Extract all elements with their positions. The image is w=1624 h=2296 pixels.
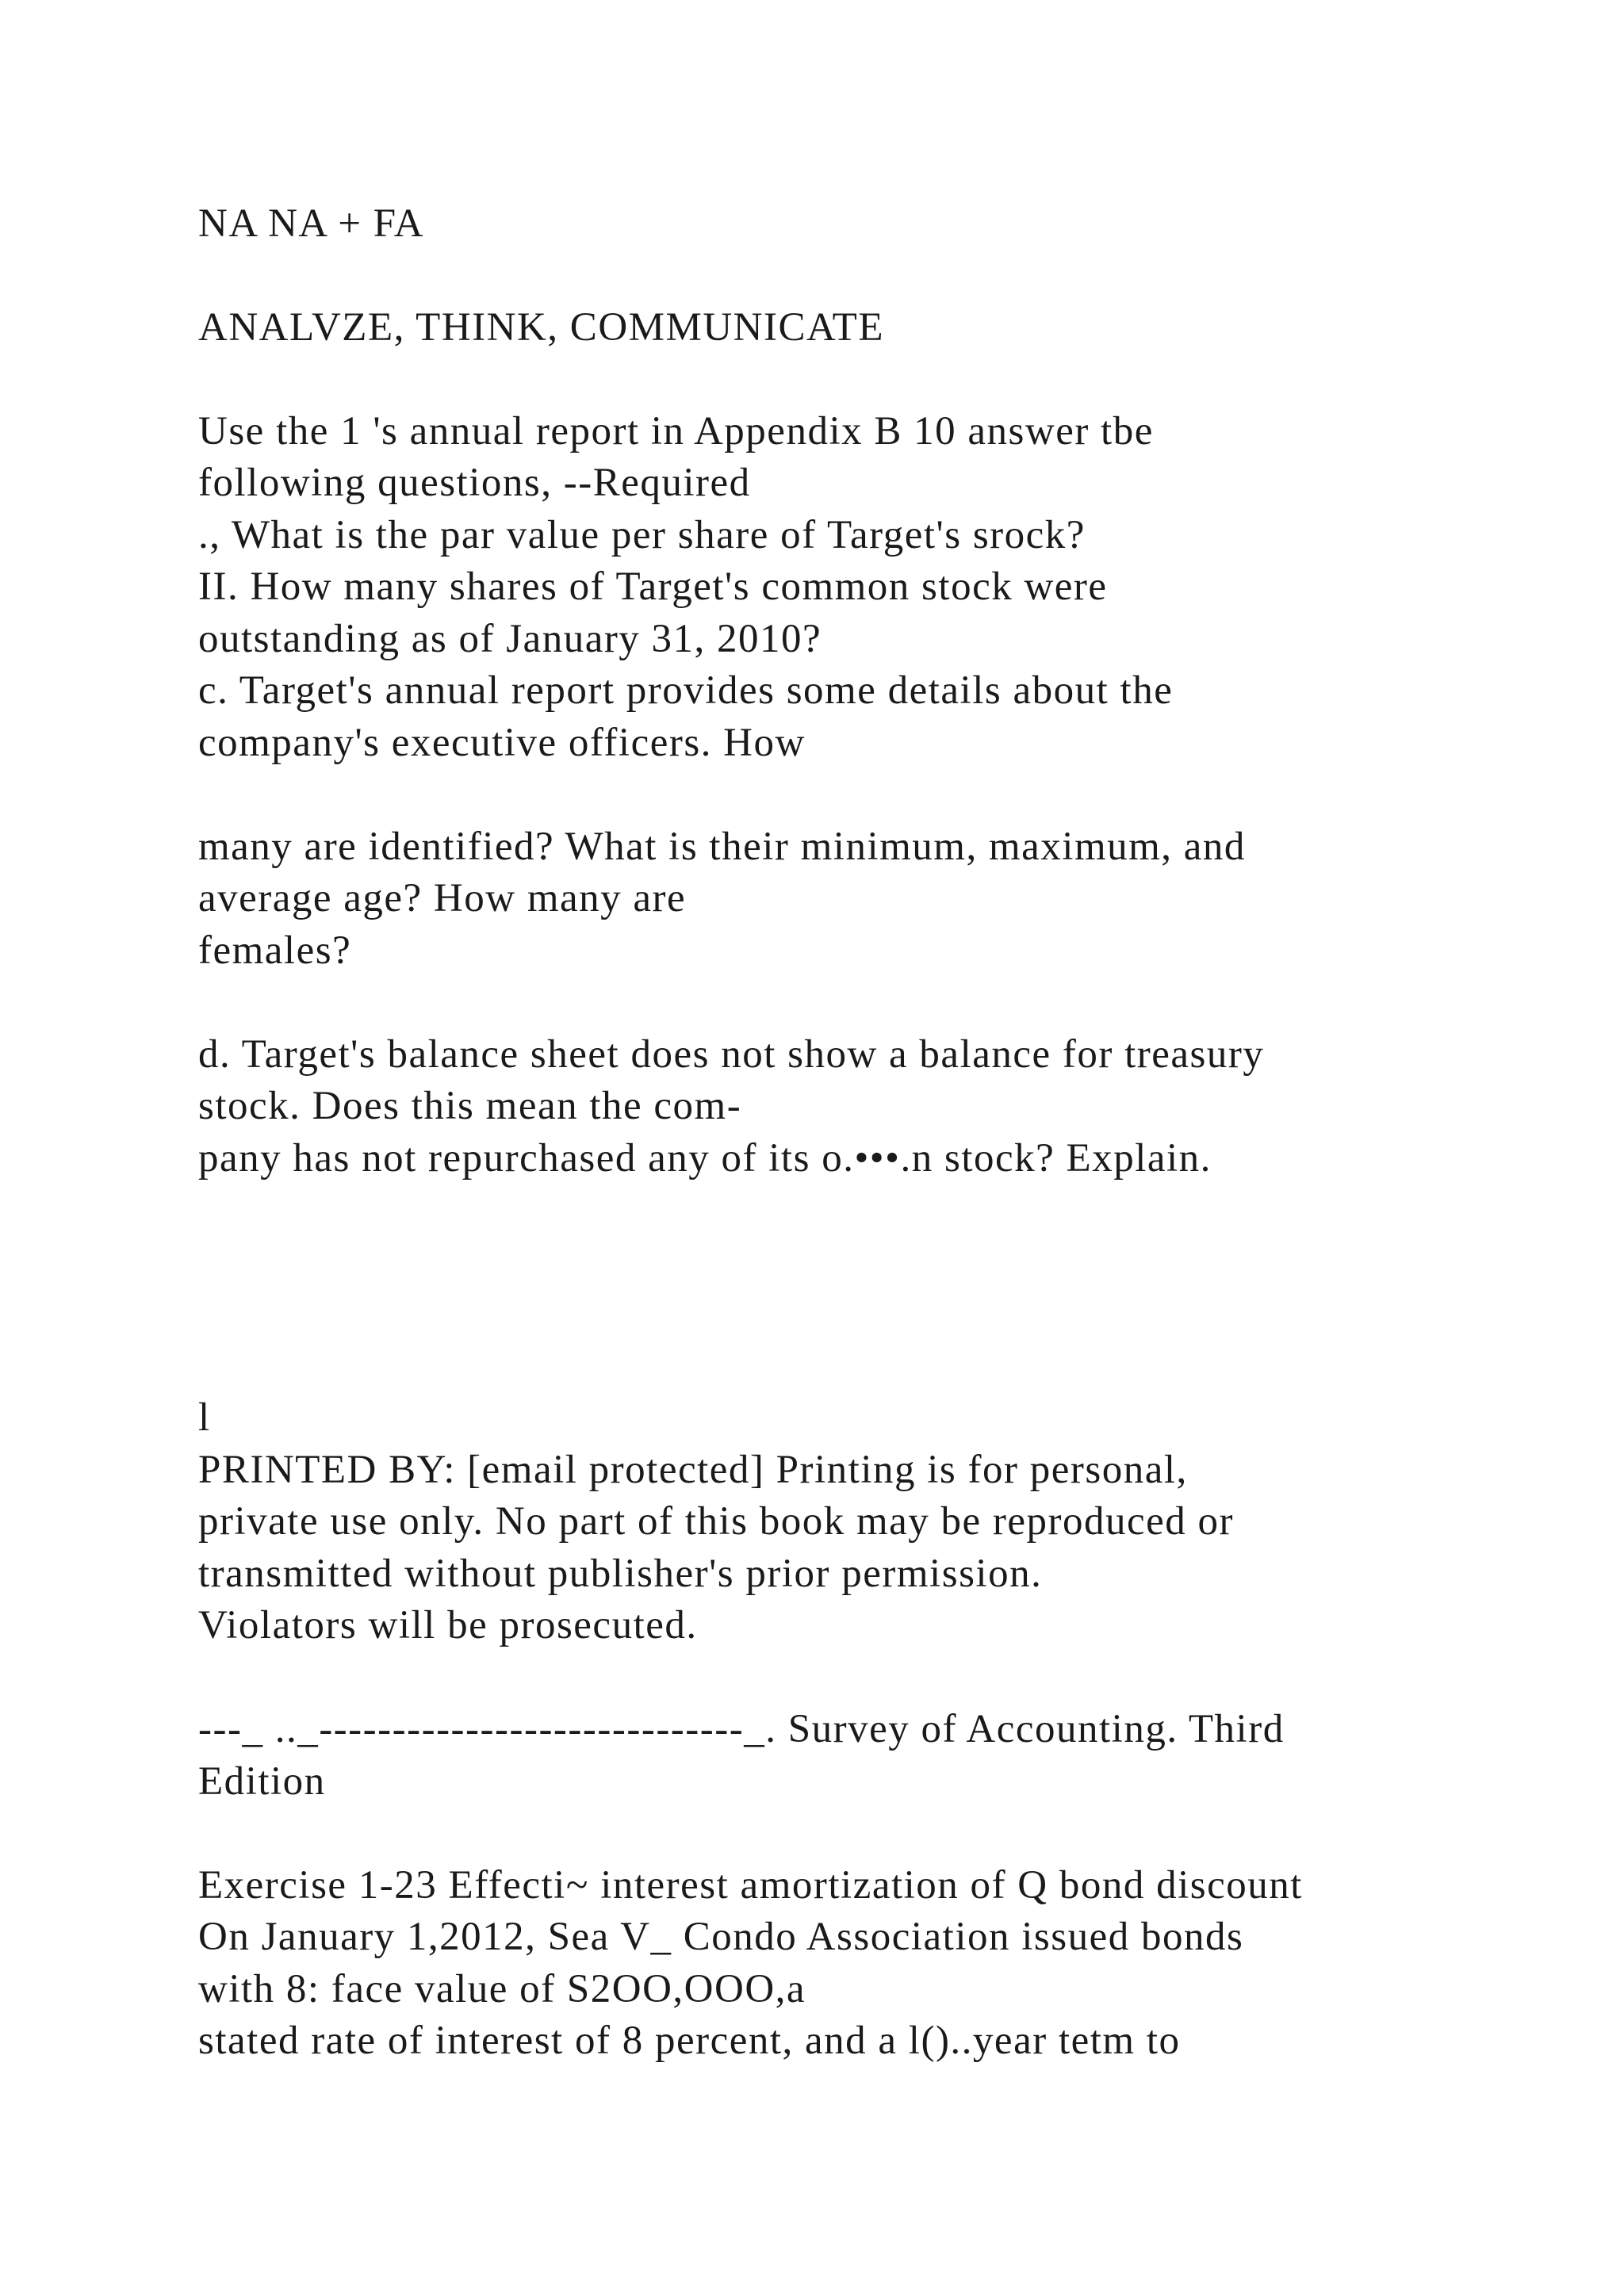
text-line: average age? How many are xyxy=(198,876,687,920)
text-line: On January 1,2012, Sea V_ Condo Association issued bonds xyxy=(198,1915,1244,1959)
printed-by-notice: PRINTED BY: [email protected] Printing is for personal, xyxy=(198,1448,1188,1492)
heading-analyze-think-communicate: ANALVZE, THINK, COMMUNICATE xyxy=(198,305,884,350)
text-line: stock. Does this mean the com- xyxy=(198,1084,742,1128)
text-line: Violators will be prosecuted. xyxy=(198,1603,698,1647)
text-line: outstanding as of January 31, 2010? xyxy=(198,617,822,661)
page-marker: l xyxy=(198,1395,211,1440)
question-b: II. How many shares of Target's common stock were xyxy=(198,564,1108,609)
book-title-line: ---_ .._-----------------------------_. Survey of Accounting. Third xyxy=(198,1707,1285,1751)
text-line: transmitted without publisher's prior permission. xyxy=(198,1552,1043,1596)
text-line: private use only. No part of this book may be reproduced or xyxy=(198,1499,1235,1544)
text-line: following questions, --Required xyxy=(198,461,751,505)
text-line: with 8: face value of S2OO,OOO,a xyxy=(198,1967,806,2011)
question-c: c. Target's annual report provides some details about the xyxy=(198,668,1174,713)
text-line: pany has not repurchased any of its o.•••.n stock? Explain. xyxy=(198,1136,1212,1181)
question-a: ., What is the par value per share of Target's srock? xyxy=(198,513,1086,557)
exercise-heading: Exercise 1-23 Effecti~ interest amortization of Q bond discount xyxy=(198,1863,1303,1908)
text-line: females? xyxy=(198,928,352,973)
text-line: company's executive officers. How xyxy=(198,721,806,765)
heading-na-fa: NA NA + FA xyxy=(198,201,425,246)
text-line: Edition xyxy=(198,1759,326,1804)
question-d: d. Target's balance sheet does not show a balance for treasury xyxy=(198,1032,1265,1077)
text-line: many are identified? What is their minimum, maximum, and xyxy=(198,825,1246,869)
text-line: stated rate of interest of 8 percent, and a l()..year tetm to xyxy=(198,2019,1181,2063)
text-line: Use the 1 's annual report in Appendix B 10 answer tbe xyxy=(198,409,1154,453)
